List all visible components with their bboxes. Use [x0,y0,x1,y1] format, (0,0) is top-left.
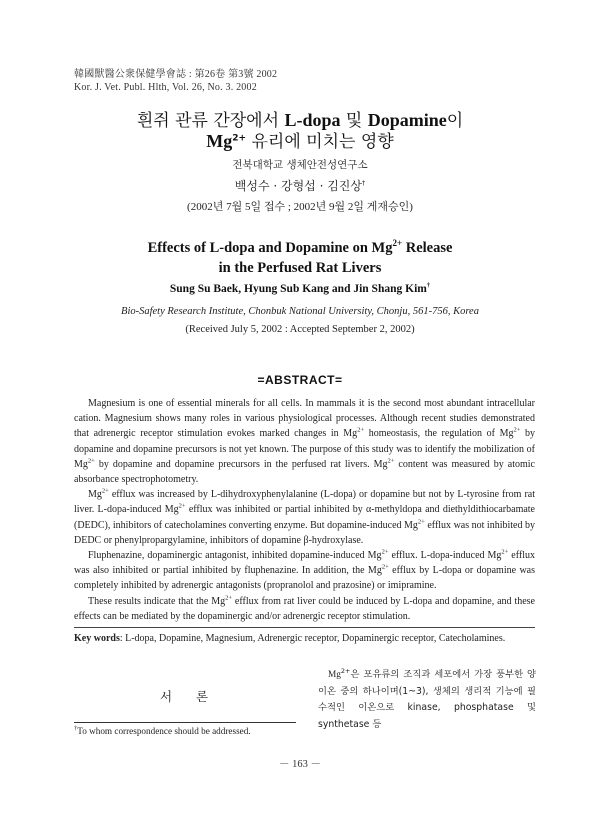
keywords [74,632,535,646]
english-title [0,238,600,278]
korean-institution: 전북대학교 생체안전성연구소 [232,159,368,171]
abstract-paragraph-2: $Mg^{2+}$ efflux was increased by L-dihydroxyphenylalanine (L-dopa) or dopamine but not by L-tyrosine from rat liver. L-dopa-induced $Mg^{2+}$ efflux was inhibited or partial inhibited by α-methyldopa and diethyldithiocarbamate (DEDC), inhibitors of catecholamines converting enzyme. But dopamine-induced $Mg^{2+}$ efflux was not inhibited by DEDC or phenylpropargylamine, inhibitors of dopamine β-hydroxylase. [74,487,536,546]
journal-name-korean: 韓國獸醫公衆保健學會誌 : 第26卷 第3號 2002 [74,69,278,80]
intro-paragraph: $Mg^{2+}$은 포유류의 조직과 세포에서 가장 풍부한 양이온 중의 하나이며(1~3), 생체의 생리적 기능에 필수적인 이온으로 kinase, phosphatase 및 synthetase 등 [318,666,536,730]
keywords-divider [74,627,535,628]
english-title-line2: in the Perfused Rat Livers [218,260,382,276]
korean-title-line1: 흰쥐 관류 간장에서 L-dopa 및 Dopamine이 [136,110,464,131]
intro-text [318,667,536,733]
english-title-line1: Effects of L-dopa and Dopamine on $Mg^{2+}$ Release [147,238,453,256]
journal-header [74,68,277,94]
received-dates: (Received July 5, 2002 : Accepted September 2, 2002) [185,324,415,335]
abstract-paragraph-1: Magnesium is one of essential minerals for all cells. In mammals it is the second most abundant intracellular cation. Magnesium shows many roles in various physiological processes. Although recent studies demonstrated that adrenergic receptor stimulation evokes marked changes in $Mg^{2+}$ homeostasis, the regulation of $Mg^{2+}$ by dopamine and dopamine precursors is not yet known. The purpose of this study was to identify the mobilization of $Mg^{2+}$ by dopamine and dopamine precursors in the perfused rat livers. $Mg^{2+}$ content was measured by atomic absorbance spectrophotometry. [74,398,535,486]
footnote: †To whom correspondence should be addressed. [74,724,251,736]
abstract-heading: =ABSTRACT= [257,373,343,387]
page-number: － 163 － [279,759,321,770]
intro-heading: 서 론 [160,689,219,704]
journal-name-english: Kor. J. Vet. Publ. Hlth, Vol. 26, No. 3. 2002 [74,82,257,93]
english-institution: Bio-Safety Research Institute, Chonbuk National University, Chonju, 561-756, Korea [121,306,479,317]
abstract-paragraph-3: Fluphenazine, dopaminergic antagonist, inhibited dopamine-induced $Mg^{2+}$ efflux. L-dopa-induced $Mg^{2+}$ efflux was also inhibited or partial inhibited by fluphenazine. In addition, the $Mg^{2+}$ efflux by L-dopa or dopamine was completely inhibited by adrenergic antagonists (propranolol and prazosine) or imipramine. [74,548,535,592]
korean-title-line2: $Mg^{2+}$ 유리에 미치는 영향 [206,131,394,152]
abstract-body [74,396,535,624]
korean-dates: (2002년 7월 5일 접수 ; 2002년 9월 2일 게재승인) [187,201,413,213]
korean-authors: 백성수 · 강형섭 · 김진상† [234,179,366,193]
korean-title [0,110,600,152]
abstract-paragraph-4: These results indicate that the $Mg^{2+}$ efflux from rat liver could be induced by L-dopa and dopamine, and these effects can be mediated by the dopaminergic and/or adrenergic receptor stimulation. [74,594,535,622]
footnote-divider [74,722,296,723]
english-authors: Sung Su Baek, Hyung Sub Kang and Jin Shang Kim† [169,282,431,295]
keywords-text: : L-dopa, Dopamine, Magnesium, Adrenergic receptor, Dopaminergic receptor, Catecholamines. [119,633,506,644]
keywords-label: Key words [74,633,120,644]
